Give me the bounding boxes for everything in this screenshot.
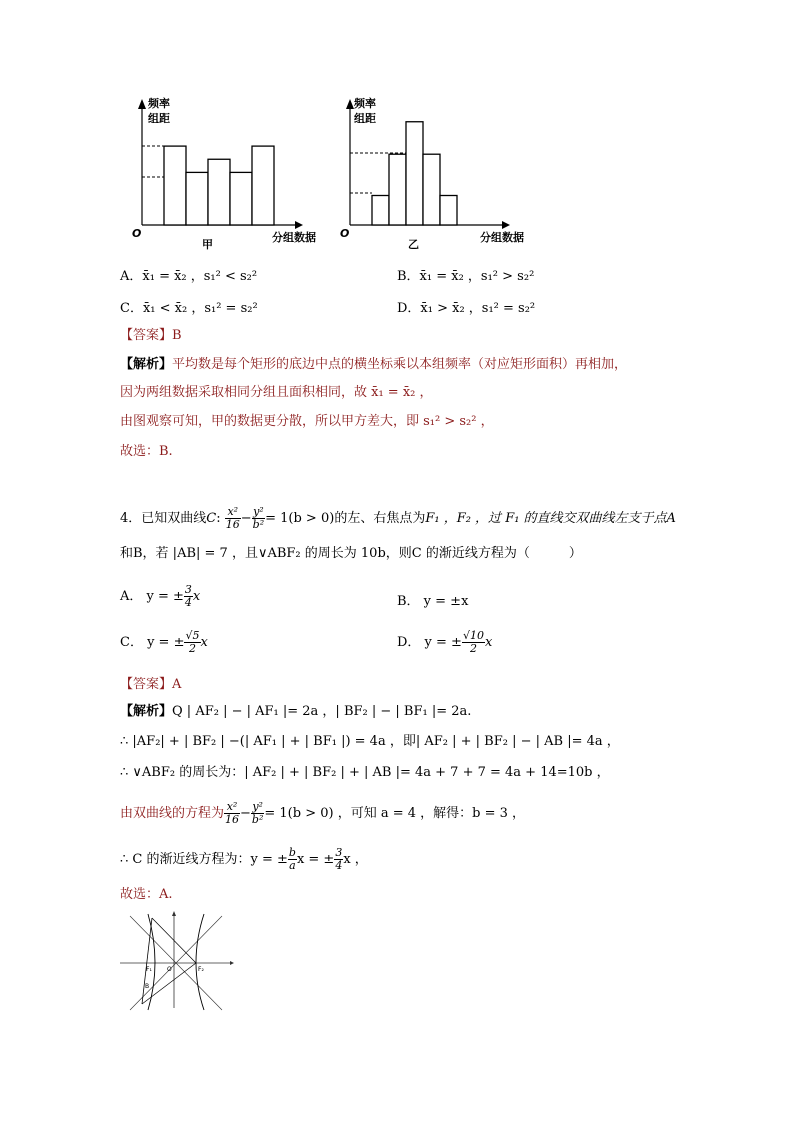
bar-2 [389,154,406,225]
b-label: B [145,983,150,990]
q4-option-b: B． y = ±x [397,594,469,609]
q3-conclusion: 故选：B. [120,444,173,459]
origin-label: O [340,227,350,240]
q4-stem-line-1: 4．已知双曲线C: $\frac{\text{x²}}{16}$ − $\frac{\text{y²}}{\text{b²}}$ = 1(b > 0)的左、右焦点为F₁ ，F₂ ，过 F₁ 的直线交双曲线左支于点A [120,505,676,531]
ylabel-top: 频率 [354,97,376,110]
bars-jia [164,146,274,225]
bar-5 [440,196,457,226]
q4-analysis-5: ∴ C 的渐近线方程为：y = ± $\frac{b}{a}$ x = ± $\frac{3}{4}$ x ， [120,846,368,872]
q4-analysis-3: ∴ ∨ABF₂ 的周长为：| AF₂ | + | BF₂ | + | AB |= 4a + 7 + 7 = 4a + 14=10b ， [120,765,610,780]
q4-option-c: C． y = ± $\frac{√5}{2}$ x [120,629,208,655]
bar-1 [164,146,186,225]
bars-yi [372,122,457,225]
chart-name: 甲 [202,238,213,251]
bar-3 [208,159,230,225]
q4-analysis-4: 由双曲线的方程为 $\frac{\text{x²}}{16}$ − $\frac{\text{y²}}{\text{b²}}$ = 1(b > 0) ，可知 a = 4 ，解得：b = 3 ， [120,800,526,826]
q3-answer: 【答案】B [120,328,182,343]
q4-stem-line-2: 和B，若 |AB| = 7 ，且∨ABF₂ 的周长为 10b，则C 的渐近线方程为（ ） [120,546,582,561]
q4-conclusion: 故选：A. [120,887,173,902]
ylabel-top: 频率 [148,97,170,110]
histogram-jia [120,95,330,255]
q4-analysis-1: 【解析】Q | AF₂ | − | AF₁ |= 2a ，| BF₂ | − | BF₁ |= 2a. [120,704,472,719]
q3-analysis-3: 由图观察可知，甲的数据更分散，所以甲方差大，即 s₁² > s₂² ， [120,414,494,429]
chart-name: 乙 [408,238,419,251]
bar-3 [406,122,423,225]
histogram-yi [330,95,540,255]
bar-4 [230,172,252,225]
f2-label: F₂ [198,966,204,973]
bar-2 [186,172,208,225]
q3-option-d: D．x̄₁ > x̄₂ ，s₁² = s₂² [397,301,536,316]
q4-answer: 【答案】A [120,677,182,692]
ylabel-bottom: 组距 [148,112,170,125]
ylabel-bottom: 组距 [354,112,376,125]
f1-label: F₁ [146,966,152,973]
q4-option-d: D． y = ± $\frac{√10}{2}$ x [397,629,493,655]
xlabel: 分组数据 [480,231,524,244]
q3-analysis-1: 【解析】平均数是每个矩形的底边中点的横坐标乘以本组频率（对应矩形面积）再相加， [120,357,628,372]
q3-option-c: C．x̄₁ < x̄₂ ，s₁² = s₂² [120,301,258,316]
q3-option-b: B．x̄₁ = x̄₂ ，s₁² > s₂² [397,269,535,284]
bar-4 [423,154,440,225]
q4-analysis-2: ∴ |AF₂| + | BF₂ | −(| AF₁ | + | BF₁ |) = 4a ，即| AF₂ | + | BF₂ | − | AB |= 4a ， [120,734,620,749]
q4-option-a: A． y = ± $\frac{3}{4}$ x [120,583,201,609]
xlabel: 分组数据 [272,231,316,244]
bar-5 [252,146,274,225]
q3-analysis-2: 因为两组数据采取相同分组且面积相同，故 x̄₁ = x̄₂ ， [120,385,433,400]
o-label: O [167,966,172,973]
bar-1 [372,196,389,226]
hyperbola-figure [118,908,238,1012]
q3-option-a: A．x̄₁ = x̄₂ ，s₁² < s₂² [120,269,258,284]
origin-label: O [132,227,142,240]
